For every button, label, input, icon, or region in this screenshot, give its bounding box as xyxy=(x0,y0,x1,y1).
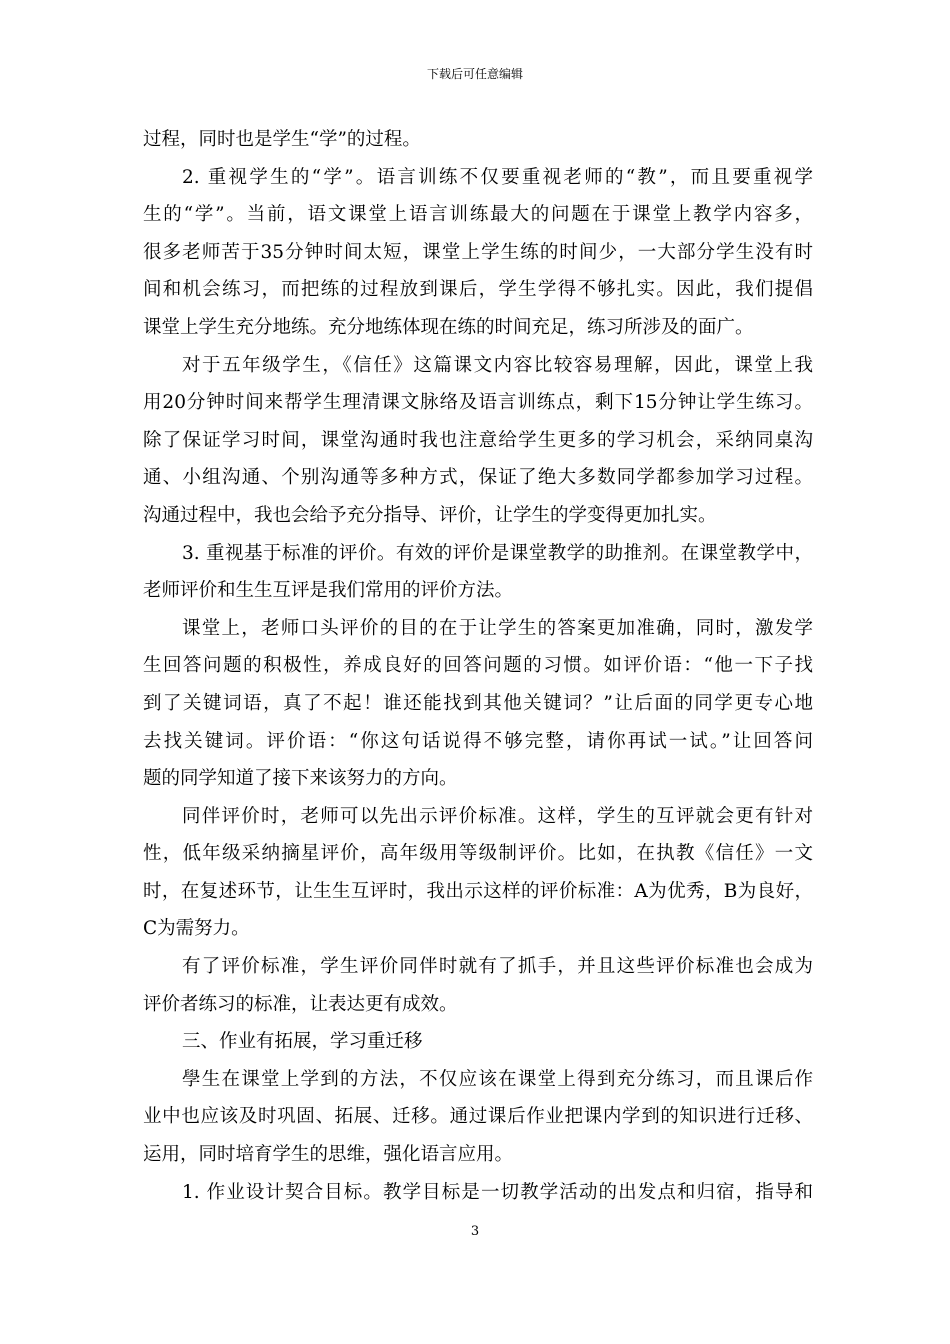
text-line: 对于五年级学生，《信任》这篇课文内容比较容易理解，因此，课堂上我 xyxy=(182,354,813,376)
text-line: 老师评价和生生互评是我们常用的评价方法。 xyxy=(143,580,514,602)
text-line: 题的同学知道了接下来该努力的方向。 xyxy=(143,768,458,790)
text-line: C为需努力。 xyxy=(143,918,250,940)
text-line: 间和机会练习，而把练的过程放到课后，学生学得不够扎实。因此，我们提倡 xyxy=(143,279,813,301)
text-line: 2. 重视学生的“学”。语言训练不仅要重视老师的“教”，而且要重视学 xyxy=(182,166,813,188)
document-body xyxy=(143,121,813,1211)
text-line: 时，在复述环节，让生生互评时，我出示这样的评价标准：A为优秀，B为良好， xyxy=(143,880,813,902)
text-line: 生的“学”。当前，语文课堂上语言训练最大的问题在于课堂上教学内容多， xyxy=(143,204,813,226)
text-line: 用20分钟时间来帮学生理清课文脉络及语言训练点，剩下15分钟让学生练习。 xyxy=(143,392,813,414)
section-heading: 三、作业有拓展，学习重迁移 xyxy=(182,1031,423,1053)
text-line: 1. 作业设计契合目标。教学目标是一切教学活动的出发点和归宿，指导和 xyxy=(182,1181,813,1203)
text-line: 课堂上学生充分地练。充分地练体现在练的时间充足，练习所涉及的面广。 xyxy=(143,316,754,338)
text-line: 有了评价标准，学生评价同伴时就有了抓手，并且这些评价标准也会成为 xyxy=(182,956,813,978)
text-line: 通、小组沟通、个别沟通等多种方式，保证了绝大多数同学都参加学习过程。 xyxy=(143,467,813,489)
text-line: 评价者练习的标准，让表达更有成效。 xyxy=(143,993,458,1015)
page-header: 下载后可任意编辑 xyxy=(426,67,523,81)
text-line: 很多老师苦于35分钟时间太短，课堂上学生练的时间少，一大部分学生没有时 xyxy=(143,241,813,263)
text-line: 生回答问题的积极性，养成良好的回答问题的习惯。如评价语：“他一下子找 xyxy=(143,655,813,677)
text-line: 过程，同时也是学生“学”的过程。 xyxy=(143,129,421,150)
text-line: 业中也应该及时巩固、拓展、迁移。通过课后作业把课内学到的知识进行迁移、 xyxy=(143,1106,813,1128)
text-line: 沟通过程中，我也会给予充分指导、评价，让学生的学变得更加扎实。 xyxy=(143,504,717,526)
text-line: 运用，同时培育学生的思维，强化语言应用。 xyxy=(143,1144,514,1166)
text-line: 性，低年级采纳摘星评价，高年级用等级制评价。比如，在执教《信任》一文 xyxy=(143,843,813,865)
text-line: 去找关键词。评价语：“你这句话说得不够完整，请你再试一试。”让回答问 xyxy=(143,730,813,752)
text-line: 到了关键词语，真了不起！谁还能找到其他关键词？”让后面的同学更专心地 xyxy=(143,692,813,714)
text-line: 同伴评价时，老师可以先出示评价标准。这样，学生的互评就会更有针对 xyxy=(182,805,813,827)
text-line: 學生在课堂上学到的方法，不仅应该在课堂上得到充分练习，而且课后作 xyxy=(182,1068,813,1090)
text-line: 除了保证学习时间，课堂沟通时我也注意给学生更多的学习机会，采纳同桌沟 xyxy=(143,429,813,451)
page-number: 3 xyxy=(470,1224,480,1239)
text-line: 3. 重视基于标准的评价。有效的评价是课堂教学的助推剂。在课堂教学中， xyxy=(182,542,813,564)
text-line: 课堂上，老师口头评价的目的在于让学生的答案更加准确，同时，激发学 xyxy=(182,617,813,639)
